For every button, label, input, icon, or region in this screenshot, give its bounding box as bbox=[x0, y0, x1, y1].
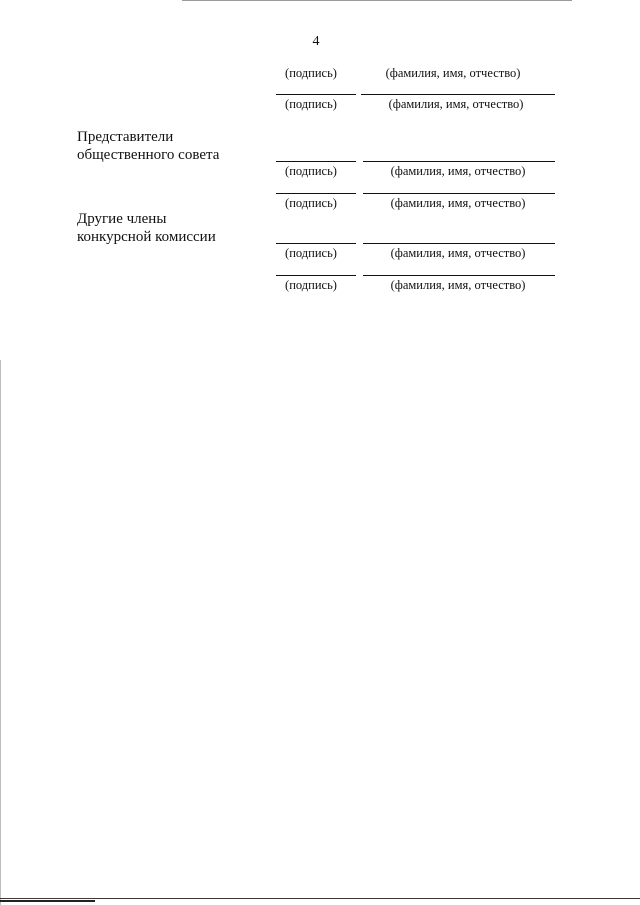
name-caption: (фамилия, имя, отчество) bbox=[390, 278, 526, 292]
signature-line bbox=[276, 243, 356, 244]
signature-caption: (подпись) bbox=[285, 66, 337, 80]
signature-line bbox=[276, 275, 356, 276]
scan-edge-bottom bbox=[0, 898, 640, 899]
signature-caption: (подпись) bbox=[285, 196, 337, 210]
section-label-line: Представители bbox=[77, 129, 174, 145]
name-caption: (фамилия, имя, отчество) bbox=[388, 97, 524, 111]
section-label-line: общественного совета bbox=[77, 147, 220, 163]
signature-line bbox=[276, 193, 356, 194]
page-number: 4 bbox=[312, 34, 320, 49]
name-caption: (фамилия, имя, отчество) bbox=[385, 66, 521, 80]
scan-edge-top bbox=[182, 0, 572, 1]
name-line bbox=[361, 94, 555, 95]
section-label-line: Другие члены bbox=[77, 211, 167, 227]
scan-edge-bottom-mark bbox=[0, 900, 95, 902]
scan-edge-left bbox=[0, 360, 1, 905]
signature-line bbox=[276, 94, 356, 95]
signature-caption: (подпись) bbox=[285, 246, 337, 260]
section-label-public-council bbox=[77, 128, 219, 164]
signature-caption: (подпись) bbox=[285, 97, 337, 111]
name-caption: (фамилия, имя, отчество) bbox=[390, 164, 526, 178]
signature-caption: (подпись) bbox=[285, 164, 337, 178]
name-caption: (фамилия, имя, отчество) bbox=[390, 196, 526, 210]
name-line bbox=[363, 243, 555, 244]
name-line bbox=[363, 161, 555, 162]
name-caption: (фамилия, имя, отчество) bbox=[390, 246, 526, 260]
name-line bbox=[363, 193, 555, 194]
signature-caption: (подпись) bbox=[285, 278, 337, 292]
signature-line bbox=[276, 161, 356, 162]
name-line bbox=[363, 275, 555, 276]
section-label-other-members bbox=[77, 210, 216, 246]
section-label-line: конкурсной комиссии bbox=[77, 229, 216, 245]
